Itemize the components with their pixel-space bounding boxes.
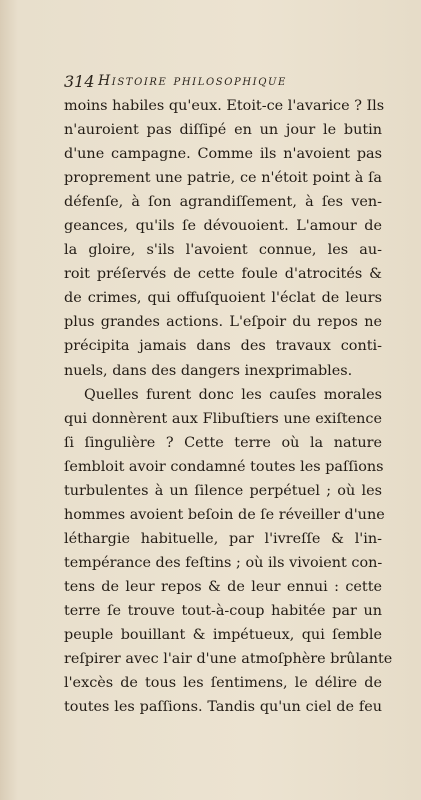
text-line: turbulentes à un ſilence perpétuel ; où les xyxy=(64,482,382,499)
text-line: d'une campagne. Comme ils n'avoient pas xyxy=(64,146,382,163)
text-line: plus grandes actions. L'eſpoir du repos ne xyxy=(64,314,382,331)
text-line: nuels, dans des dangers inexprimables. xyxy=(64,362,353,379)
text-line: l'excès de tous les ſentimens, le délire de xyxy=(64,675,382,692)
text-line: défenſe, à ſon agrandiſſement, à ſes ven- xyxy=(64,194,382,211)
text-line: précipita jamais dans des travaux conti- xyxy=(64,338,382,355)
page-number: 314 xyxy=(64,72,95,91)
text-line: toutes les paſſions. Tandis qu'un ciel de feu xyxy=(64,699,382,716)
text-line: n'auroient pas diſſipé en un jour le butin xyxy=(64,122,382,139)
text-line: léthargie habituelle, par l'ivreſſe & l'in- xyxy=(64,530,382,547)
text-line: tens de leur repos & de leur ennui : cette xyxy=(64,578,382,595)
text-line: reſpirer avec l'air d'une atmoſphère brûlante xyxy=(64,651,393,668)
text-line: moins habiles qu'eux. Etoit-ce l'avarice ? Ils xyxy=(64,98,385,114)
running-head: Histoire philosophique xyxy=(98,73,287,89)
text-line: ſembloit avoir condamné toutes les paſſions xyxy=(64,458,384,475)
text-line: ſi ſingulière ? Cette terre où la nature xyxy=(64,434,382,451)
text-line: roit préſervés de cette foule d'atrocités & xyxy=(64,266,382,283)
body-text xyxy=(64,94,393,719)
text-line: hommes avoient beſoin de ſe réveiller d'une xyxy=(64,506,385,523)
text-line: geances, qu'ils ſe dévouoient. L'amour de xyxy=(64,218,382,235)
text-line: la gloire, s'ils l'avoient connue, les au- xyxy=(64,242,382,259)
text-line: terre ſe trouve tout-à-coup habitée par un xyxy=(64,602,382,619)
text-line: Quelles furent donc les cauſes morales xyxy=(84,386,382,403)
text-line: peuple bouillant & impétueux, qui ſemble xyxy=(64,627,382,644)
text-line: qui donnèrent aux Flibuſtiers une exiſtence xyxy=(64,410,382,427)
text-line: tempérance des feſtins ; où ils vivoient con- xyxy=(64,554,383,571)
page-header xyxy=(64,72,380,92)
text-line: de crimes, qui offuſquoient l'éclat de leurs xyxy=(64,290,382,307)
text-line: proprement une patrie, ce n'étoit point à ſa xyxy=(64,170,382,187)
